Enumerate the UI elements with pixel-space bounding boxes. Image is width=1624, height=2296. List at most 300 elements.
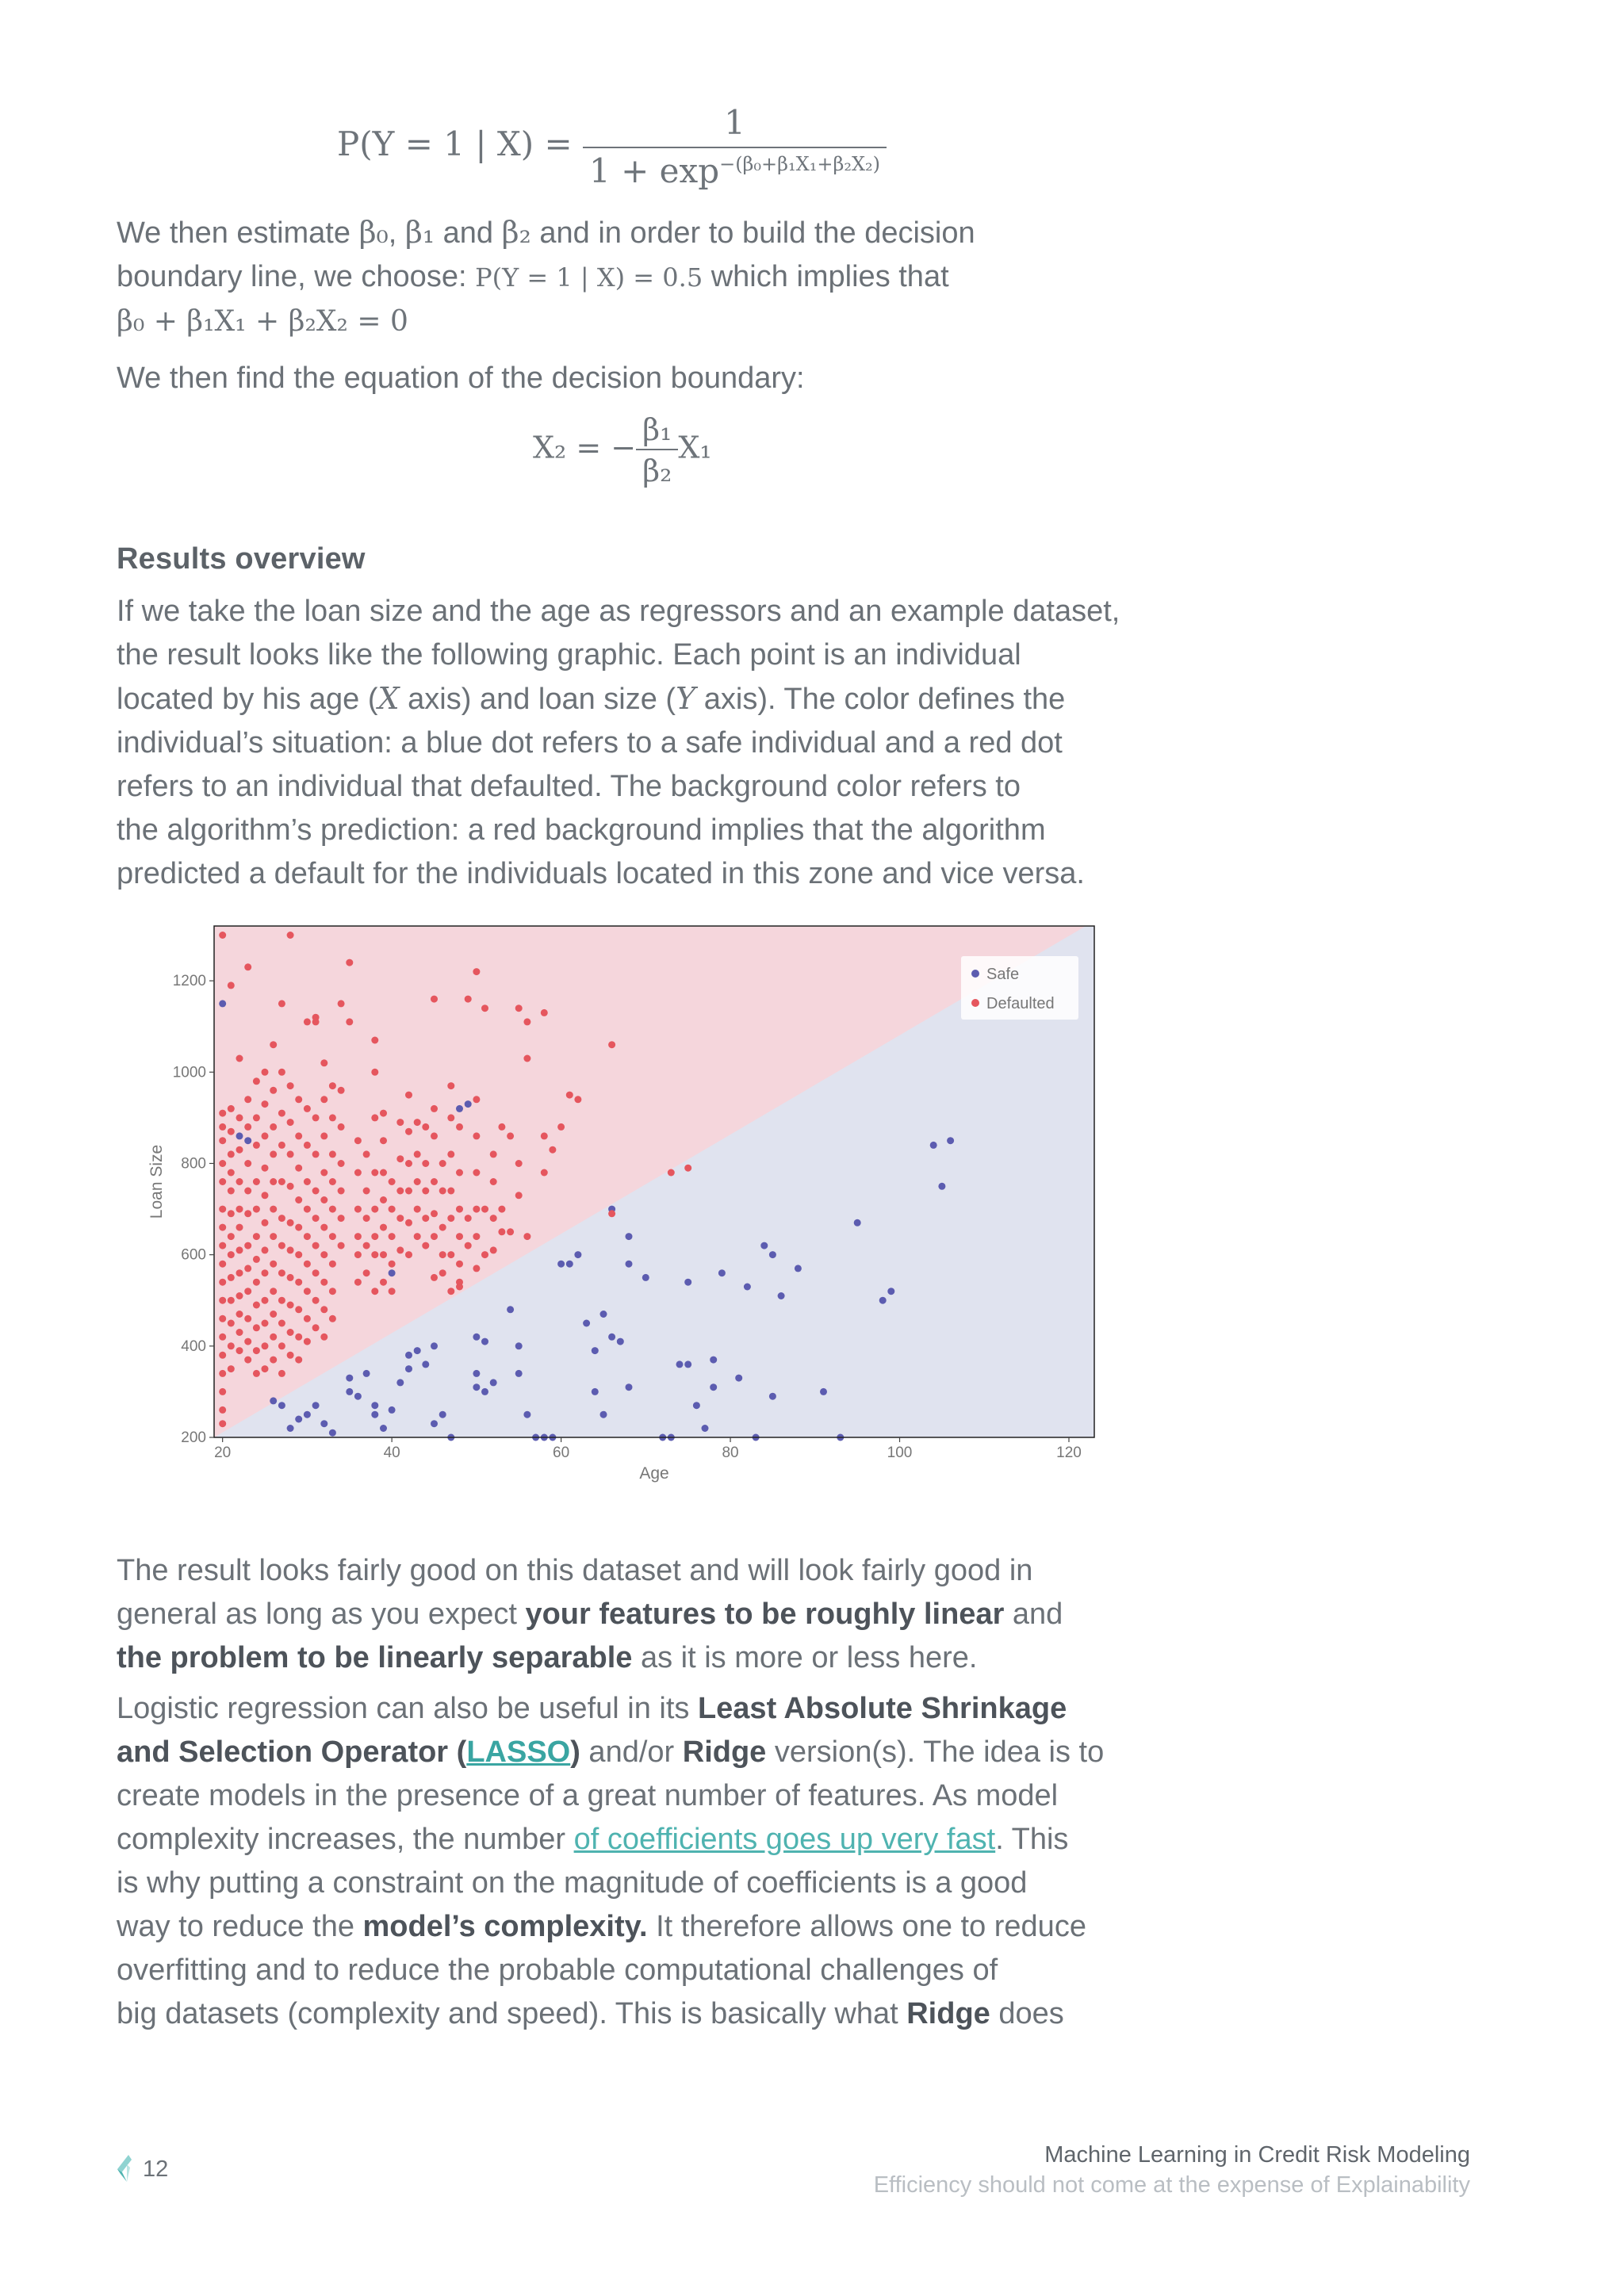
defaulted-point [253, 1142, 260, 1149]
defaulted-point [396, 1215, 404, 1222]
defaulted-point [287, 1246, 294, 1253]
defaulted-point [431, 1132, 438, 1139]
safe-point [371, 1402, 378, 1409]
defaulted-point [253, 1233, 260, 1240]
safe-point [626, 1261, 633, 1268]
text-line: overfitting and to reduce the probable computational challenges of [117, 1954, 998, 1987]
safe-point [592, 1347, 599, 1354]
boundary-formula [533, 412, 712, 488]
safe-point [769, 1251, 776, 1258]
defaulted-point [287, 932, 294, 939]
defaulted-point [608, 1041, 615, 1048]
safe-point [465, 1100, 472, 1108]
defaulted-point [236, 1246, 243, 1253]
defaulted-point [270, 1261, 277, 1268]
defaulted-point [304, 1018, 311, 1025]
defaulted-point [262, 1165, 269, 1172]
safe-point [608, 1334, 615, 1341]
text-span: It therefore allows one to reduce [647, 1910, 1086, 1943]
defaulted-point [431, 1178, 438, 1185]
text-span: . This [995, 1823, 1069, 1856]
boundary-rhs: X₁ [678, 430, 712, 465]
defaulted-point [338, 1215, 345, 1222]
defaulted-point [456, 1261, 463, 1268]
defaulted-point [295, 1279, 302, 1286]
defaulted-point [228, 1128, 235, 1135]
defaulted-point [405, 1219, 412, 1226]
defaulted-point [262, 1132, 269, 1139]
defaulted-point [278, 1242, 285, 1249]
defaulted-point [396, 1246, 404, 1253]
defaulted-point [244, 1096, 251, 1103]
bold-span: and Selection Operator ( [117, 1735, 467, 1769]
defaulted-point [304, 1178, 311, 1185]
defaulted-point [447, 1082, 454, 1089]
safe-point [287, 1425, 294, 1432]
safe-point [795, 1265, 802, 1272]
safe-point [363, 1370, 370, 1377]
defaulted-point [262, 1219, 269, 1226]
safe-point [244, 1137, 251, 1144]
defaulted-point [320, 1132, 327, 1139]
defaulted-point [380, 1169, 387, 1177]
defaulted-point [262, 1297, 269, 1304]
defaulted-point [354, 1251, 362, 1258]
defaulted-point [456, 1279, 463, 1286]
defaulted-point [244, 1188, 251, 1195]
defaulted-point [668, 1169, 675, 1177]
defaulted-point [447, 1188, 454, 1195]
text-line [117, 1636, 1139, 1680]
safe-point [431, 1342, 438, 1349]
defaulted-point [363, 1150, 370, 1158]
defaulted-point [329, 1233, 336, 1240]
estimate-paragraph [117, 211, 1139, 343]
defaulted-point [253, 1347, 260, 1354]
safe-point [600, 1311, 607, 1318]
defaulted-point [244, 1338, 251, 1345]
defaulted-point [270, 1041, 277, 1048]
defaulted-point [380, 1224, 387, 1231]
defaulted-point [312, 1150, 320, 1158]
defaulted-point [338, 1160, 345, 1167]
defaulted-point [312, 1297, 320, 1304]
safe-point [380, 1425, 387, 1432]
y-tick-label: 200 [181, 1429, 206, 1446]
bold-span: model’s complexity. [362, 1910, 648, 1943]
text-line: the result looks like the following graphic. Each point is an individual [117, 638, 1021, 672]
text-span: and in order to build the decision [530, 216, 975, 250]
safe-point [676, 1360, 684, 1368]
defaulted-point [278, 1342, 285, 1349]
defaulted-point [498, 1228, 505, 1235]
formula-fraction [583, 103, 887, 190]
defaulted-point [405, 1128, 412, 1135]
defaulted-point [389, 1288, 396, 1295]
defaulted-point [304, 1233, 311, 1240]
boundary-numerator: β₁ [642, 412, 672, 447]
formula-lhs: P(Y = 1 | X) = [337, 124, 573, 163]
defaulted-point [439, 1251, 446, 1258]
conclusion-paragraph [117, 1549, 1139, 1680]
defaulted-point [338, 1123, 345, 1131]
defaulted-point [389, 1233, 396, 1240]
defaulted-point [262, 1269, 269, 1276]
defaulted-point [236, 1146, 243, 1154]
defaulted-point [287, 1183, 294, 1190]
defaulted-point [465, 1242, 472, 1249]
y-tick-label: 1000 [172, 1064, 206, 1081]
defaulted-point [405, 1092, 412, 1099]
safe-point [371, 1411, 378, 1418]
defaulted-point [456, 1169, 463, 1177]
text-span: way to reduce the [117, 1910, 363, 1943]
defaulted-point [278, 1215, 285, 1222]
defaulted-point [287, 1150, 294, 1158]
defaulted-point [236, 1178, 243, 1185]
safe-point [515, 1370, 523, 1377]
defaulted-point [447, 1215, 454, 1222]
defaulted-point [295, 1165, 302, 1172]
defaulted-point [329, 1150, 336, 1158]
defaulted-point [431, 1233, 438, 1240]
defaulted-point [422, 1160, 429, 1167]
defaulted-point [219, 1123, 226, 1131]
defaulted-point [414, 1178, 421, 1185]
footer-title: Machine Learning in Credit Risk Modeling [1044, 2142, 1470, 2168]
safe-point [947, 1137, 954, 1144]
text-line [117, 1593, 1139, 1636]
formula-denominator-base: 1 + exp [589, 151, 720, 190]
defaulted-point [219, 1406, 226, 1414]
safe-point [312, 1402, 320, 1409]
defaulted-point [270, 1206, 277, 1213]
defaulted-point [380, 1279, 387, 1286]
defaulted-point [244, 1315, 251, 1322]
defaulted-point [312, 1324, 320, 1331]
safe-point [583, 1320, 590, 1327]
defaulted-point [329, 1315, 336, 1322]
legend-marker-defaulted [971, 999, 979, 1007]
defaulted-point [312, 1188, 320, 1195]
text-span: , [388, 216, 405, 250]
defaulted-point [270, 1178, 277, 1185]
defaulted-point [439, 1188, 446, 1195]
defaulted-point [253, 1324, 260, 1331]
safe-point [600, 1411, 607, 1418]
defaulted-point [320, 1224, 327, 1231]
lasso-paragraph [117, 1687, 1139, 2036]
y-symbol: Y [676, 681, 696, 716]
defaulted-point [219, 1315, 226, 1322]
defaulted-point [295, 1196, 302, 1203]
defaulted-point [304, 1105, 311, 1112]
defaulted-point [541, 1009, 548, 1016]
boundary-intro: We then find the equation of the decision boundary: [117, 362, 805, 395]
defaulted-point [262, 1342, 269, 1349]
defaulted-point [320, 1306, 327, 1313]
safe-point [626, 1383, 633, 1391]
safe-point [405, 1352, 412, 1359]
defaulted-point [389, 1178, 396, 1185]
defaulted-point [236, 1206, 243, 1213]
text-line: predicted a default for the individuals located in this zone and vice versa. [117, 857, 1085, 890]
defaulted-point [439, 1269, 446, 1276]
safe-point [414, 1347, 421, 1354]
safe-point [389, 1269, 396, 1276]
defaulted-point [371, 1114, 378, 1121]
defaulted-point [295, 1306, 302, 1313]
bold-span: Least Absolute Shrinkage [697, 1692, 1067, 1725]
defaulted-point [219, 1160, 226, 1167]
safe-point [617, 1338, 624, 1345]
x-symbol: X [377, 681, 400, 716]
defaulted-point [312, 1269, 320, 1276]
defaulted-point [396, 1119, 404, 1126]
defaulted-point [329, 1082, 336, 1089]
defaulted-point [371, 1233, 378, 1240]
safe-point [320, 1420, 327, 1427]
beta1-symbol: β₁ [404, 215, 435, 250]
defaulted-point [270, 1311, 277, 1318]
text-line [117, 1905, 1139, 1949]
safe-point [456, 1105, 463, 1112]
boundary-fraction [636, 412, 678, 488]
defaulted-point [244, 1160, 251, 1167]
defaulted-point [549, 1146, 556, 1154]
safe-point [490, 1379, 497, 1386]
text-span: axis). The color defines the [695, 683, 1066, 716]
x-tick-label: 80 [722, 1445, 739, 1461]
defaulted-point [253, 1114, 260, 1121]
defaulted-point [262, 1246, 269, 1253]
defaulted-point [422, 1242, 429, 1249]
footer-subtitle: Efficiency should not come at the expense of Explainability [873, 2172, 1470, 2198]
defaulted-point [219, 1224, 226, 1231]
safe-point [346, 1388, 353, 1395]
safe-point [887, 1288, 894, 1295]
defaulted-point [244, 1288, 251, 1295]
defaulted-point [354, 1169, 362, 1177]
safe-point [304, 1411, 311, 1418]
defaulted-point [304, 1288, 311, 1295]
safe-point [270, 1397, 277, 1404]
defaulted-point [515, 1160, 523, 1167]
x-tick-label: 40 [383, 1445, 400, 1461]
defaulted-point [523, 1018, 530, 1025]
defaulted-point [270, 1123, 277, 1131]
safe-point [693, 1402, 700, 1409]
defaulted-point [473, 1096, 480, 1103]
safe-point [389, 1406, 396, 1414]
defaulted-point [338, 1242, 345, 1249]
defaulted-point [498, 1123, 505, 1131]
defaulted-point [354, 1137, 362, 1144]
defaulted-point [253, 1178, 260, 1185]
defaulted-point [490, 1215, 497, 1222]
defaulted-point [490, 1178, 497, 1185]
defaulted-point [219, 1370, 226, 1377]
defaulted-point [219, 1279, 226, 1286]
defaulted-point [278, 1110, 285, 1117]
text-line [117, 1818, 1139, 1862]
defaulted-point [270, 1150, 277, 1158]
defaulted-point [219, 1352, 226, 1359]
safe-point [778, 1292, 785, 1299]
defaulted-point [414, 1119, 421, 1126]
defaulted-point [287, 1352, 294, 1359]
defaulted-point [447, 1114, 454, 1121]
defaulted-point [422, 1215, 429, 1222]
safe-point [515, 1342, 523, 1349]
defaulted-point [523, 1055, 530, 1062]
defaulted-point [490, 1150, 497, 1158]
safe-point [626, 1233, 633, 1240]
text-span: Logistic regression can also be useful in its [117, 1692, 698, 1725]
defaulted-point [236, 1311, 243, 1318]
defaulted-point [287, 1082, 294, 1089]
defaulted-point [329, 1114, 336, 1121]
defaulted-point [481, 1206, 488, 1213]
defaulted-point [354, 1279, 362, 1286]
defaulted-point [329, 1206, 336, 1213]
defaulted-point [389, 1261, 396, 1268]
formula-exponent: −(β₀+β₁X₁+β₂X₂) [719, 153, 881, 175]
defaulted-point [304, 1338, 311, 1345]
defaulted-point [287, 1274, 294, 1281]
text-span: located by his age ( [117, 683, 378, 716]
defaulted-point [473, 1169, 480, 1177]
defaulted-point [219, 1178, 226, 1185]
safe-point [684, 1279, 691, 1286]
safe-point [760, 1242, 768, 1249]
beta0-symbol: β₀ [358, 215, 389, 250]
defaulted-point [253, 1206, 260, 1213]
text-line [117, 1731, 1139, 1774]
defaulted-point [422, 1188, 429, 1195]
safe-point [702, 1425, 709, 1432]
defaulted-point [312, 1242, 320, 1249]
defaulted-point [414, 1150, 421, 1158]
safe-point [930, 1142, 937, 1149]
defaulted-point [312, 1018, 320, 1025]
defaulted-point [473, 968, 480, 975]
defaulted-point [405, 1188, 412, 1195]
defaulted-point [270, 1334, 277, 1341]
defaulted-point [262, 1100, 269, 1108]
safe-point [523, 1411, 530, 1418]
defaulted-point [228, 1188, 235, 1195]
defaulted-point [270, 1233, 277, 1240]
defaulted-point [414, 1233, 421, 1240]
defaulted-point [439, 1160, 446, 1167]
defaulted-point [295, 1334, 302, 1341]
bold-span: ) [570, 1735, 580, 1769]
defaulted-point [228, 1233, 235, 1240]
coefficients-link[interactable]: of coefficients goes up very fast [573, 1823, 996, 1856]
defaulted-point [278, 1142, 285, 1149]
lasso-link[interactable]: LASSO [466, 1735, 571, 1769]
defaulted-point [228, 1251, 235, 1258]
boundary-denominator: β₂ [636, 449, 678, 488]
x-axis-label: Age [639, 1464, 669, 1483]
defaulted-point [320, 1279, 327, 1286]
defaulted-point [447, 1288, 454, 1295]
text-line [117, 1687, 1139, 1731]
defaulted-point [278, 1178, 285, 1185]
defaulted-point [465, 996, 472, 1003]
defaulted-point [566, 1092, 573, 1099]
defaulted-point [295, 1224, 302, 1231]
safe-point [684, 1360, 691, 1368]
text-span: as it is more or less here. [632, 1641, 978, 1674]
defaulted-point [253, 1370, 260, 1377]
defaulted-point [447, 1251, 454, 1258]
defaulted-point [447, 1150, 454, 1158]
bold-span: the problem to be linearly separable [117, 1641, 633, 1674]
safe-point [820, 1388, 827, 1395]
defaulted-point [228, 1210, 235, 1217]
safe-point [473, 1334, 480, 1341]
safe-point [439, 1411, 446, 1418]
text-span: and [435, 216, 502, 250]
linear-equation: β₀ + β₁X₁ + β₂X₂ = 0 [117, 305, 408, 338]
defaulted-point [262, 1365, 269, 1372]
text-span: which implies that [703, 260, 949, 293]
formula-numerator: 1 [724, 103, 745, 142]
defaulted-point [228, 1150, 235, 1158]
defaulted-point [304, 1315, 311, 1322]
defaulted-point [481, 1251, 488, 1258]
defaulted-point [422, 1123, 429, 1131]
safe-point [592, 1388, 599, 1395]
safe-point [354, 1393, 362, 1400]
defaulted-point [329, 1288, 336, 1295]
safe-point [236, 1132, 243, 1139]
defaulted-point [219, 932, 226, 939]
defaulted-point [228, 1297, 235, 1304]
defaulted-point [236, 1224, 243, 1231]
defaulted-point [498, 1206, 505, 1213]
defaulted-point [380, 1196, 387, 1203]
defaulted-point [219, 1261, 226, 1268]
defaulted-point [262, 1320, 269, 1327]
defaulted-point [253, 1279, 260, 1286]
defaulted-point [371, 1169, 378, 1177]
safe-point [431, 1420, 438, 1427]
defaulted-point [473, 1206, 480, 1213]
defaulted-point [295, 1096, 302, 1103]
defaulted-point [287, 1119, 294, 1126]
defaulted-point [287, 1302, 294, 1309]
defaulted-point [507, 1132, 514, 1139]
defaulted-point [541, 1132, 548, 1139]
defaulted-point [270, 1357, 277, 1364]
legend-label-defaulted: Defaulted [986, 995, 1055, 1012]
x-tick-label: 20 [214, 1445, 232, 1461]
defaulted-point [389, 1206, 396, 1213]
defaulted-point [287, 1219, 294, 1226]
defaulted-point [439, 1224, 446, 1231]
defaulted-point [363, 1215, 370, 1222]
bold-span: Ridge [682, 1735, 767, 1769]
defaulted-point [244, 1123, 251, 1131]
defaulted-point [396, 1155, 404, 1162]
scatter-chart [143, 912, 1126, 1498]
safe-point [329, 1429, 336, 1437]
defaulted-point [304, 1142, 311, 1149]
defaulted-point [295, 1132, 302, 1139]
